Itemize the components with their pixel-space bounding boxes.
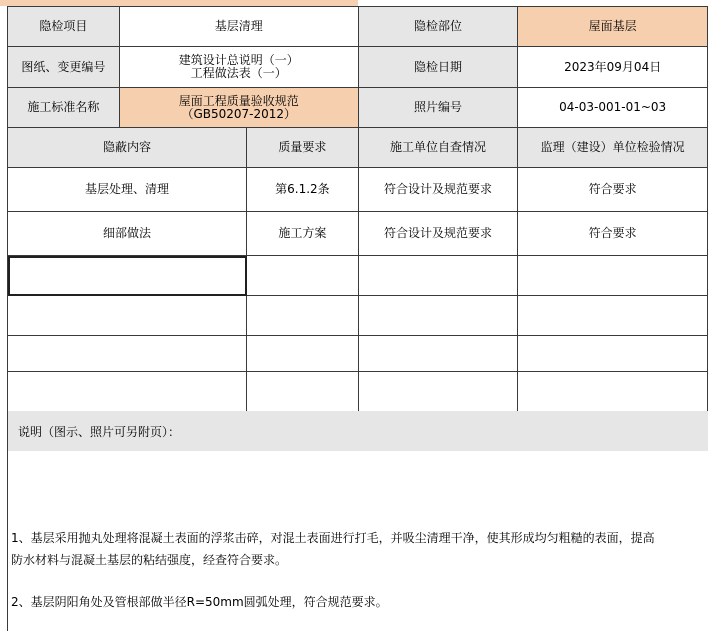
cell-standard-value[interactable] xyxy=(119,88,358,128)
info-grid xyxy=(7,6,708,412)
empty-cell[interactable] xyxy=(8,296,247,336)
note-paragraph-1-line-2: 防水材料与混凝土基层的粘结强度，经查符合要求。 xyxy=(11,553,288,567)
header-supervision[interactable]: 监理（建设）单位检验情况 xyxy=(518,128,708,168)
info-row-1 xyxy=(8,7,708,47)
info-row-2 xyxy=(8,47,708,88)
empty-cell[interactable] xyxy=(247,296,359,336)
cell-drawing-label[interactable]: 图纸、变更编号 xyxy=(8,47,120,88)
table-cell[interactable]: 细部做法 xyxy=(8,212,247,256)
note-label: 说明（图示、照片可另附页）： xyxy=(18,425,181,439)
empty-cell[interactable] xyxy=(518,296,708,336)
empty-cell[interactable] xyxy=(358,296,518,336)
empty-cell[interactable] xyxy=(358,256,518,296)
info-row-3 xyxy=(8,88,708,128)
table-cell[interactable]: 符合设计及规范要求 xyxy=(358,212,518,256)
drawing-value-line1: 建筑设计总说明（一） xyxy=(178,53,299,67)
empty-row xyxy=(8,296,708,336)
table-cell[interactable]: 第6.1.2条 xyxy=(247,168,359,212)
table-cell[interactable]: 符合设计及规范要求 xyxy=(358,168,518,212)
standard-value-line2: （GB50207-2012） xyxy=(181,106,297,121)
table-cell[interactable]: 符合要求 xyxy=(518,212,708,256)
cell-item-label[interactable]: 隐检项目 xyxy=(8,7,120,47)
empty-row xyxy=(8,372,708,412)
note-paragraph-2: 2、基层阴阳角处及管根部做半径R=50mm圆弧处理，符合规范要求。 xyxy=(11,595,388,609)
empty-cell[interactable] xyxy=(247,256,359,296)
empty-row xyxy=(8,336,708,372)
empty-cell[interactable] xyxy=(518,372,708,412)
standard-value-line1: 屋面工程质量验收规范 xyxy=(178,93,299,108)
header-quality[interactable]: 质量要求 xyxy=(247,128,359,168)
note-label-cell[interactable] xyxy=(7,411,708,451)
cell-drawing-value[interactable] xyxy=(119,47,358,88)
drawing-value-line2: 工程做法表（一） xyxy=(190,66,287,80)
table-cell[interactable]: 施工方案 xyxy=(247,212,359,256)
table-row xyxy=(8,212,708,256)
empty-cell[interactable] xyxy=(518,336,708,372)
cell-standard-label[interactable]: 施工标准名称 xyxy=(8,88,120,128)
empty-cell[interactable] xyxy=(518,256,708,296)
cell-photo-label[interactable]: 照片编号 xyxy=(358,88,518,128)
header-self-check[interactable]: 施工单位自查情况 xyxy=(358,128,518,168)
empty-cell[interactable] xyxy=(8,336,247,372)
cell-date-label[interactable]: 隐检日期 xyxy=(358,47,518,88)
table-row xyxy=(8,168,708,212)
table-cell[interactable]: 基层处理、清理 xyxy=(8,168,247,212)
empty-cell[interactable] xyxy=(8,372,247,412)
selected-empty-cell[interactable] xyxy=(8,256,247,296)
empty-row xyxy=(8,256,708,296)
header-content[interactable]: 隐蔽内容 xyxy=(8,128,247,168)
empty-cell[interactable] xyxy=(247,372,359,412)
cell-item-value[interactable]: 基层清理 xyxy=(119,7,358,47)
cell-location-label[interactable]: 隐检部位 xyxy=(358,7,518,47)
note-paragraph-1-line-1: 1、基层采用抛丸处理将混凝土表面的浮浆击碎，对混土表面进行打毛，并吸尘清理干净，使其形成均匀粗糙的表面，提高 xyxy=(11,531,655,545)
table-cell[interactable]: 符合要求 xyxy=(518,168,708,212)
cell-date-value[interactable]: 2023年09月04日 xyxy=(518,47,708,88)
empty-cell[interactable] xyxy=(358,372,518,412)
table-header-row xyxy=(8,128,708,168)
empty-cell[interactable] xyxy=(358,336,518,372)
cell-location-value[interactable]: 屋面基层 xyxy=(518,7,708,47)
empty-cell[interactable] xyxy=(247,336,359,372)
note-body-cell[interactable] xyxy=(7,451,708,631)
cell-photo-value[interactable]: 04-03-001-01~03 xyxy=(518,88,708,128)
